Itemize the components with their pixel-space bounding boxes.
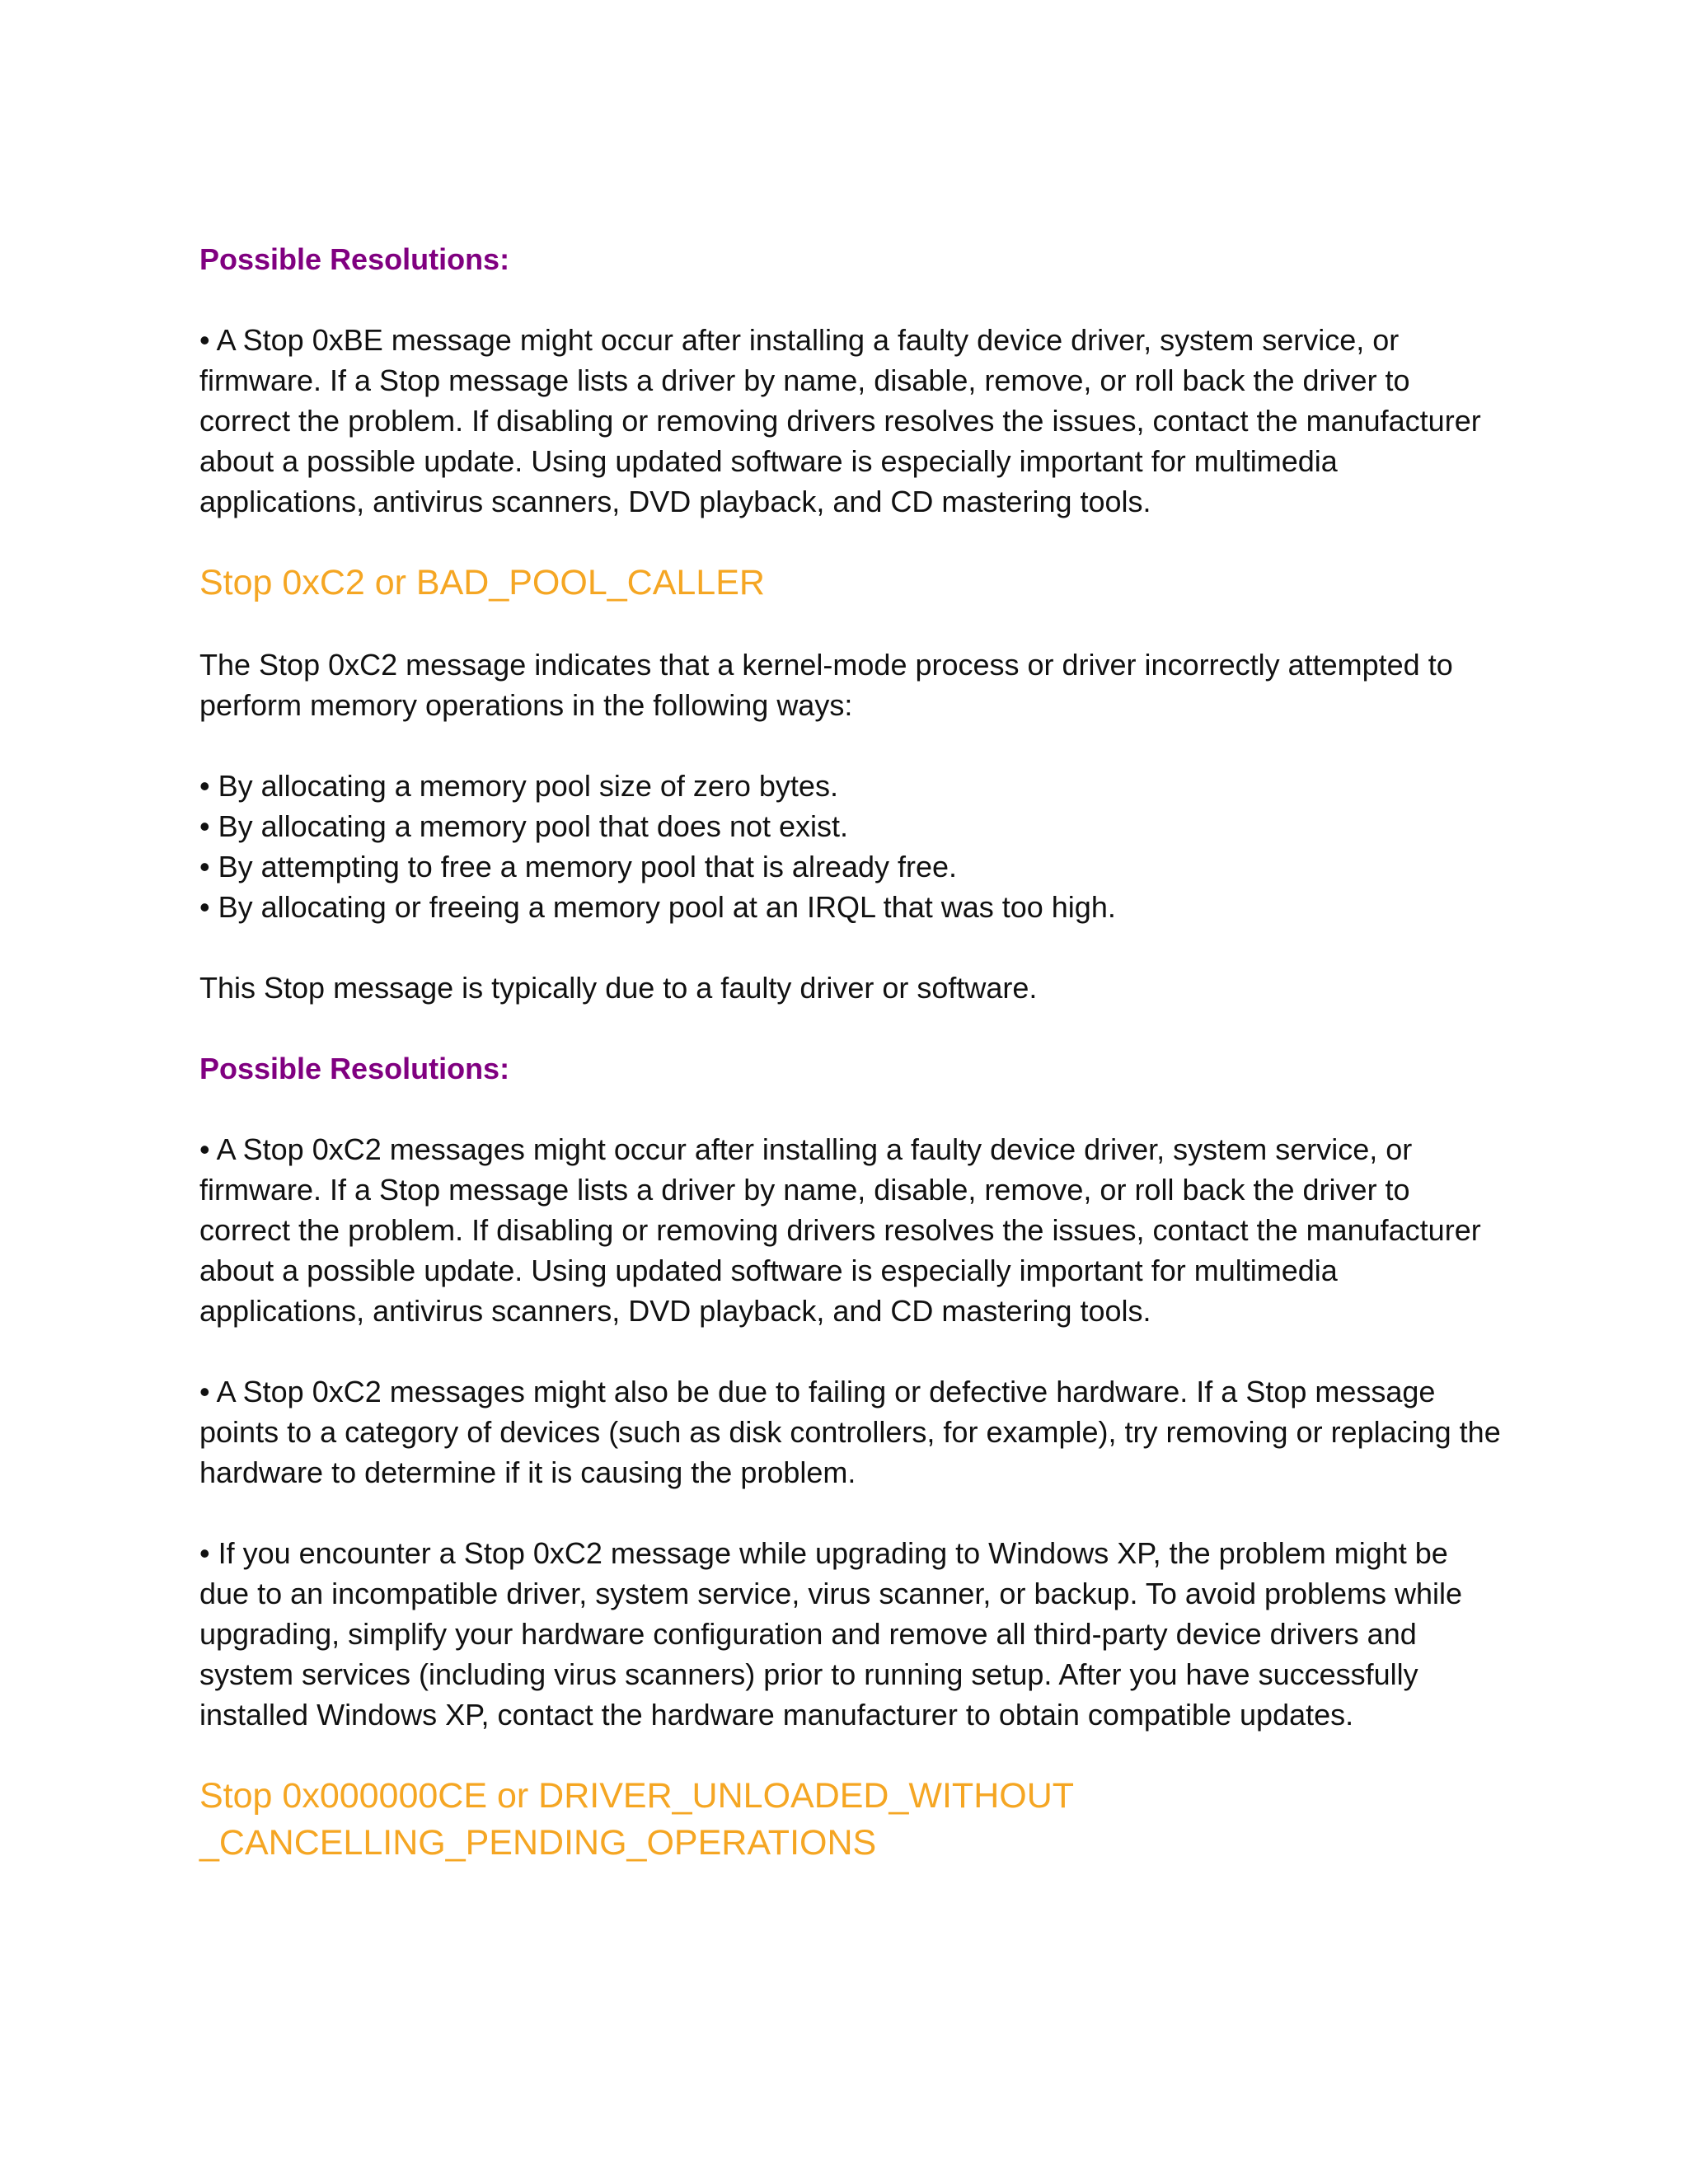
- resolution-paragraph: • A Stop 0xBE message might occur after installing a faulty device driver, system service, or firmware. If a Stop message lists a driver by name, disable, remove, or roll back the driver to correct the problem. If disabling or removing drivers resolves the issues, contact the manufacturer about a possible update. Using updated software is especially important for multimedia applications, antivirus scanners, DVD playback, and CD mastering tools.: [199, 323, 1481, 518]
- possible-resolutions-heading: Possible Resolutions:: [199, 242, 510, 276]
- resolution-paragraph: • A Stop 0xC2 messages might occur after installing a faulty device driver, system service, or firmware. If a Stop message lists a driver by name, disable, remove, or roll back the driver to correct the problem. If disabling or removing drivers resolves the issues, contact the manufacturer about a possible update. Using updated software is especially important for multimedia applications, antivirus scanners, DVD playback, and CD mastering tools.: [199, 1132, 1481, 1328]
- cause-paragraph: This Stop message is typically due to a faulty driver or software.: [199, 971, 1038, 1005]
- list-item: • By allocating a memory pool that does not exist.: [199, 809, 849, 843]
- intro-paragraph: The Stop 0xC2 message indicates that a kernel-mode process or driver incorrectly attempted to perform memory operations in the following ways:: [199, 648, 1453, 722]
- possible-resolutions-heading: Possible Resolutions:: [199, 1052, 510, 1085]
- section-heading-line: _CANCELLING_PENDING_OPERATIONS: [199, 1823, 877, 1863]
- resolution-paragraph: • A Stop 0xC2 messages might also be due to failing or defective hardware. If a Stop message points to a category of devices (such as disk controllers, for example), try removing or replacing the hardware to determine if it is causing the problem.: [199, 1375, 1501, 1489]
- section-heading-bad-pool-caller: Stop 0xC2 or BAD_POOL_CALLER: [199, 563, 765, 602]
- list-item: • By allocating a memory pool size of zero bytes.: [199, 769, 838, 803]
- page-content: [199, 239, 1502, 1867]
- list-item: • By allocating or freeing a memory pool at an IRQL that was too high.: [199, 890, 1116, 924]
- list-item: • By attempting to free a memory pool that is already free.: [199, 850, 958, 883]
- section-heading-driver-unloaded: [199, 1773, 1502, 1867]
- resolution-paragraph: • If you encounter a Stop 0xC2 message while upgrading to Windows XP, the problem might be due to an incompatible driver, system service, virus scanner, or backup. To avoid problems while upgrading, simplify your hardware configuration and remove all third-party device drivers and system services (including virus scanners) prior to running setup. After you have successfully installed Windows XP, contact the hardware manufacturer to obtain compatible updates.: [199, 1536, 1463, 1732]
- memory-operations-list: [199, 766, 1502, 927]
- section-heading-line: Stop 0x000000CE or DRIVER_UNLOADED_WITHOUT: [199, 1776, 1075, 1816]
